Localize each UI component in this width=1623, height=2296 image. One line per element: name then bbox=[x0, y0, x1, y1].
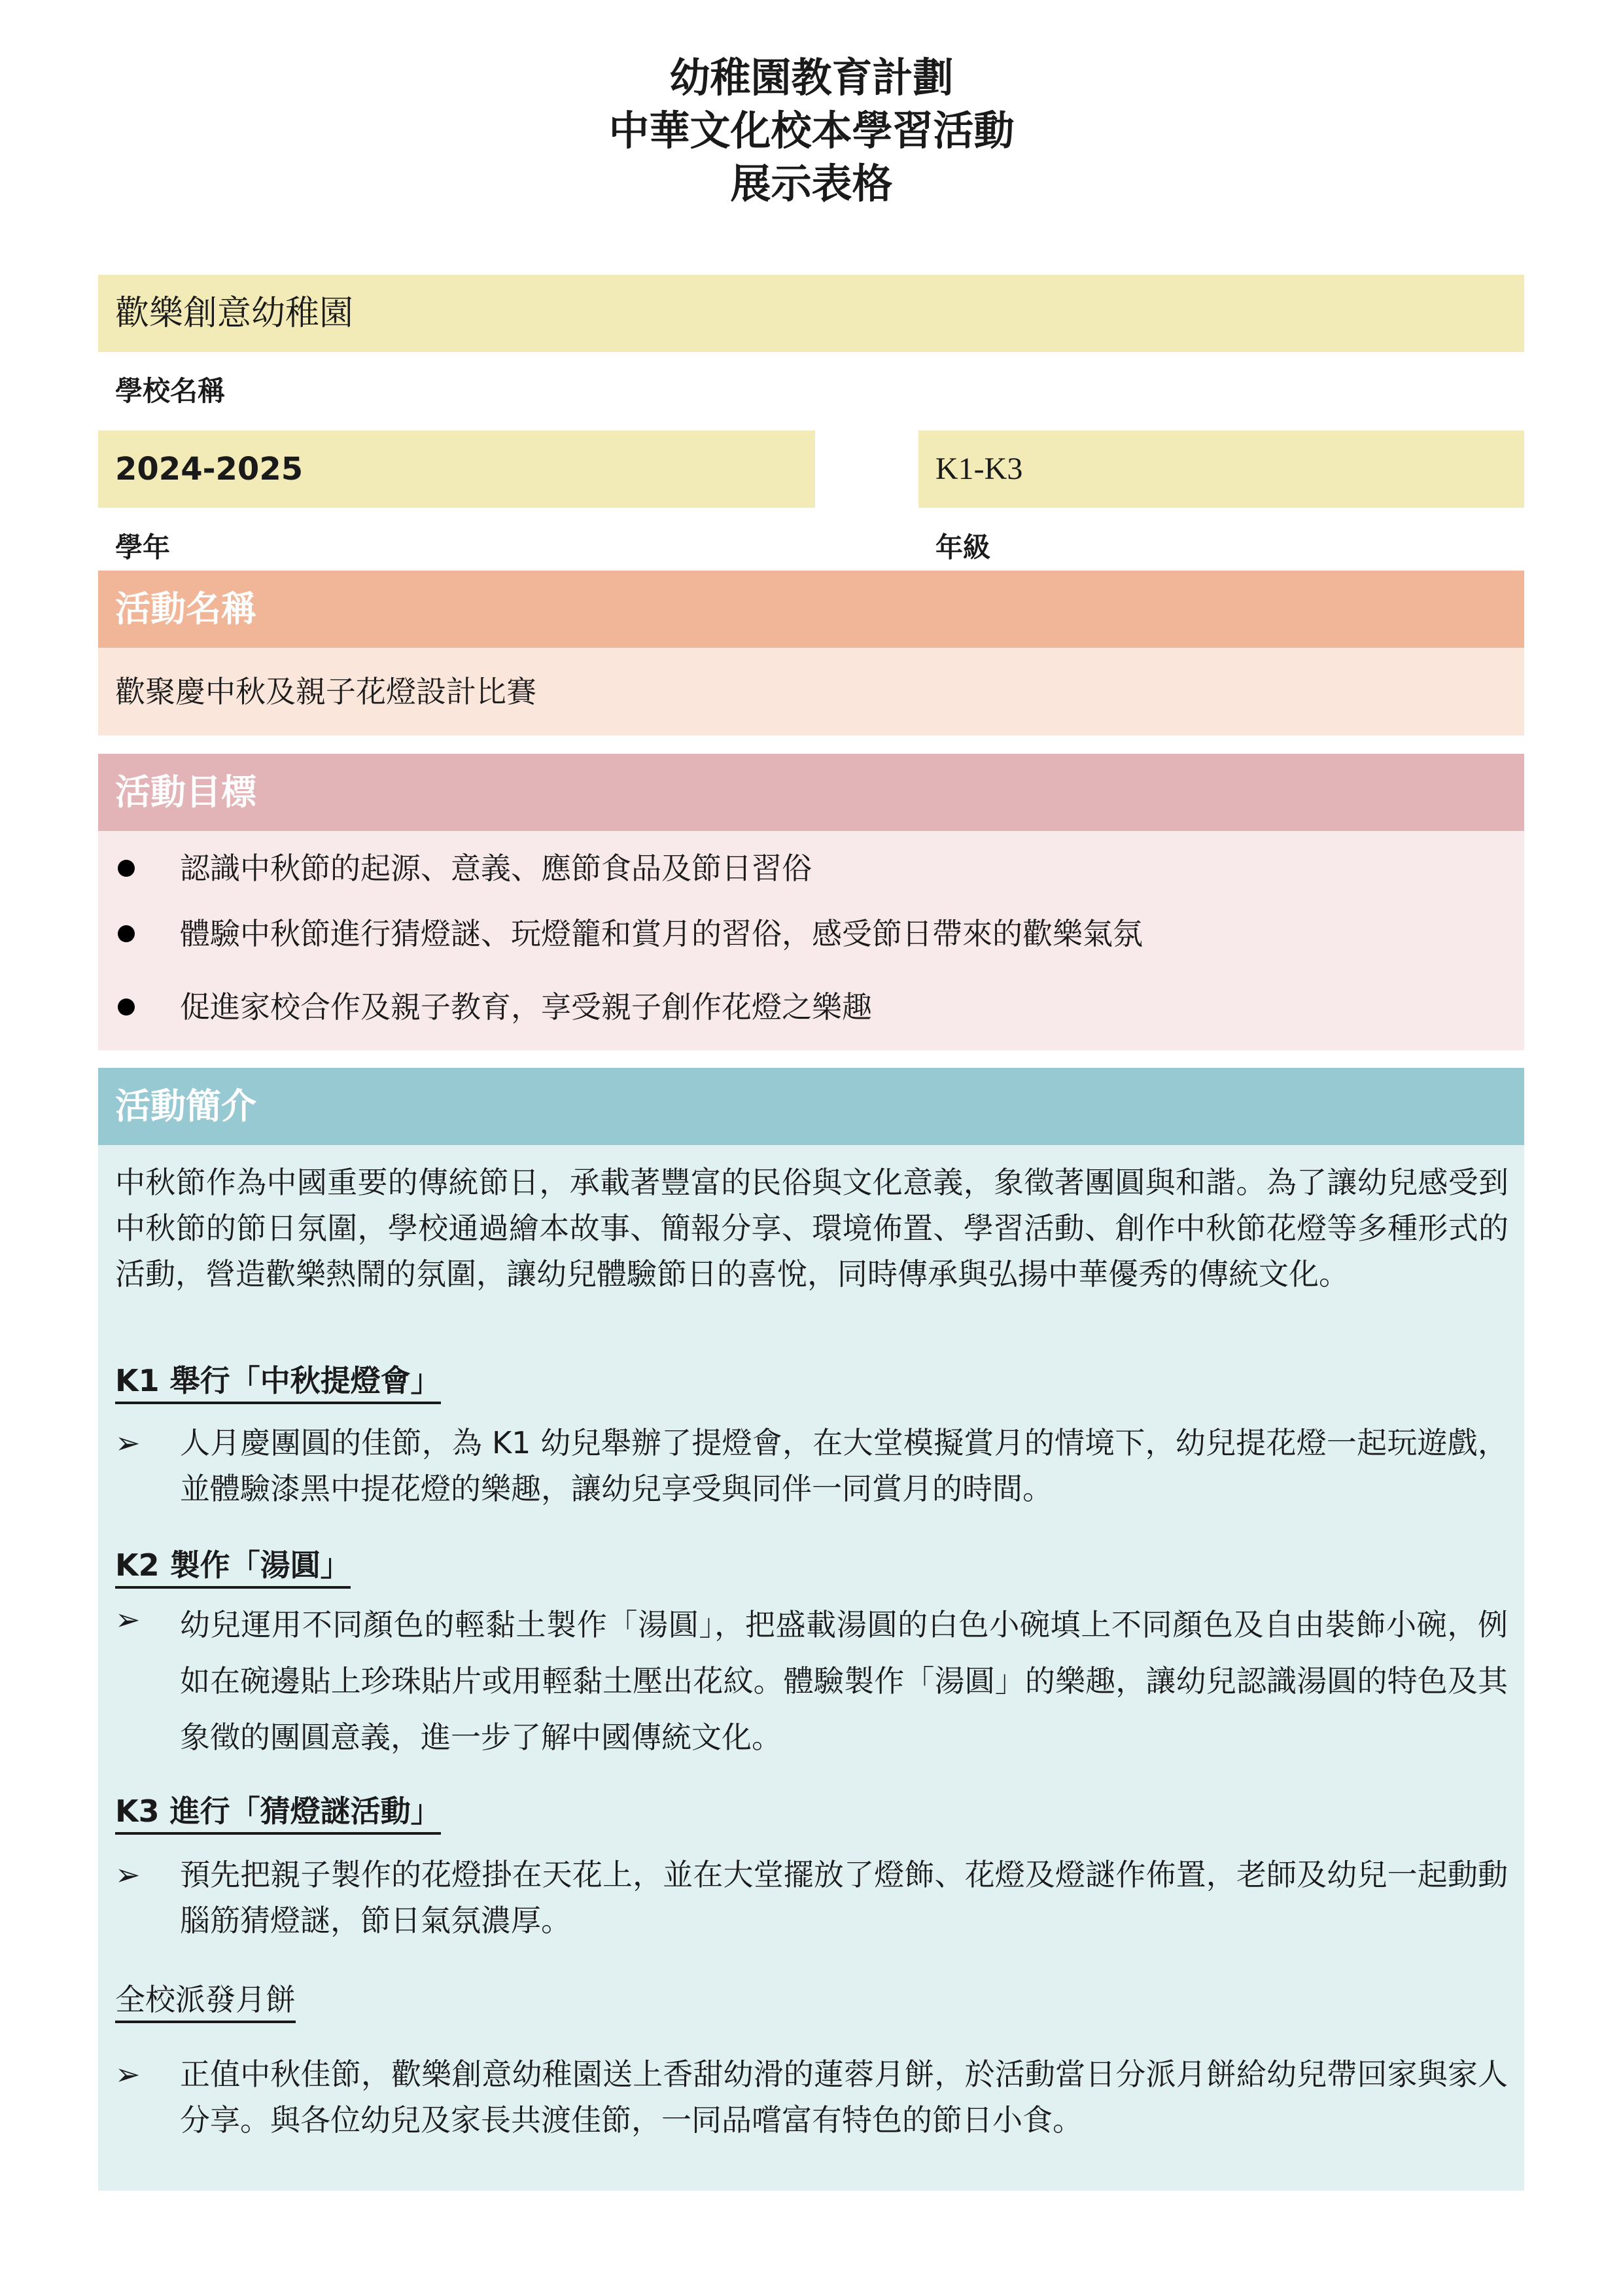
bullet-dot-icon bbox=[118, 925, 135, 942]
objective-item: 促進家校合作及親子教育，享受親子創作花燈之樂趣 bbox=[180, 989, 872, 1025]
section-heading-k2: K2 製作「湯圓」 bbox=[115, 1545, 351, 1589]
intro-heading bbox=[98, 1068, 1524, 1145]
grade-value: K1-K3 bbox=[935, 451, 1023, 486]
section-heading-k3: K3 進行「猜燈謎活動」 bbox=[115, 1792, 441, 1835]
grade-field bbox=[918, 431, 1524, 508]
intro-heading-text: 活動簡介 bbox=[115, 1086, 256, 1127]
arrow-bullet-icon: ➢ bbox=[115, 1425, 141, 1460]
bullet-dot-icon bbox=[118, 998, 135, 1016]
bullet-dot-icon bbox=[118, 860, 135, 877]
section-text-mooncake: 正值中秋佳節，歡樂創意幼稚園送上香甜幼滑的蓮蓉月餅，於活動當日分派月餅給幼兒帶回家與家人分享。與各位幼兒及家長共渡佳節，一同品嚐富有特色的節日小食。 bbox=[180, 2057, 1508, 2138]
title-line-1: 幼稚園教育計劃 bbox=[669, 54, 954, 101]
school-name-value: 歡樂創意幼稚園 bbox=[115, 294, 354, 333]
school-name-label: 學校名稱 bbox=[115, 375, 226, 407]
school-year-label: 學年 bbox=[115, 531, 171, 563]
objective-item: 體驗中秋節進行猜燈謎、玩燈籠和賞月的習俗，感受節日帶來的歡樂氣氛 bbox=[180, 916, 1143, 951]
title-line-3: 展示表格 bbox=[730, 160, 893, 207]
section-heading-k1: K1 舉行「中秋提燈會」 bbox=[115, 1361, 441, 1404]
school-year-field bbox=[98, 431, 815, 508]
activity-name-heading-text: 活動名稱 bbox=[115, 588, 256, 629]
objectives-heading-text: 活動目標 bbox=[115, 771, 256, 813]
activity-name-body bbox=[98, 648, 1524, 735]
objective-item: 認識中秋節的起源、意義、應節食品及節日習俗 bbox=[180, 851, 812, 886]
section-heading-mooncake: 全校派發月餅 bbox=[115, 1980, 296, 2023]
activity-name-heading bbox=[98, 571, 1524, 648]
section-text-k1: 人月慶團圓的佳節，為 K1 幼兒舉辦了提燈會，在大堂模擬賞月的情境下，幼兒提花燈一起玩遊戲，並體驗漆黑中提花燈的樂趣，讓幼兒享受與同伴一同賞月的時間。 bbox=[180, 1425, 1508, 1506]
objectives-heading bbox=[98, 754, 1524, 831]
arrow-bullet-icon: ➢ bbox=[115, 1602, 141, 1637]
section-text-k2: 幼兒運用不同顏色的輕黏土製作「湯圓」，把盛載湯圓的白色小碗填上不同顏色及自由裝飾小碗，例如在碗邊貼上珍珠貼片或用輕黏土壓出花紋。體驗製作「湯圓」的樂趣，讓幼兒認識湯圓的特色及其象徵的團圓意義，進一步了解中國傳統文化。 bbox=[180, 1607, 1508, 1755]
school-year-value: 2024-2025 bbox=[115, 451, 304, 487]
intro-paragraph: 中秋節作為中國重要的傳統節日，承載著豐富的民俗與文化意義，象徵著團圓與和諧。為了讓幼兒感受到中秋節的節日氛圍，學校通過繪本故事、簡報分享、環境佈置、學習活動、創作中秋節花燈等多種形式的活動，營造歡樂熱鬧的氛圍，讓幼兒體驗節日的喜悅，同時傳承與弘揚中華優秀的傳統文化。 bbox=[115, 1165, 1509, 1292]
title-line-2: 中華文化校本學習活動 bbox=[608, 107, 1015, 154]
arrow-bullet-icon: ➢ bbox=[115, 2057, 141, 2092]
page-title bbox=[0, 51, 1623, 210]
section-text-k3: 預先把親子製作的花燈掛在天花上，並在大堂擺放了燈飾、花燈及燈謎作佈置，老師及幼兒一起動動腦筋猜燈謎，節日氣氛濃厚。 bbox=[180, 1857, 1508, 1938]
arrow-bullet-icon: ➢ bbox=[115, 1857, 141, 1892]
school-name-field bbox=[98, 275, 1524, 352]
grade-label: 年級 bbox=[935, 531, 991, 563]
activity-name-value: 歡聚慶中秋及親子花燈設計比賽 bbox=[115, 674, 536, 709]
